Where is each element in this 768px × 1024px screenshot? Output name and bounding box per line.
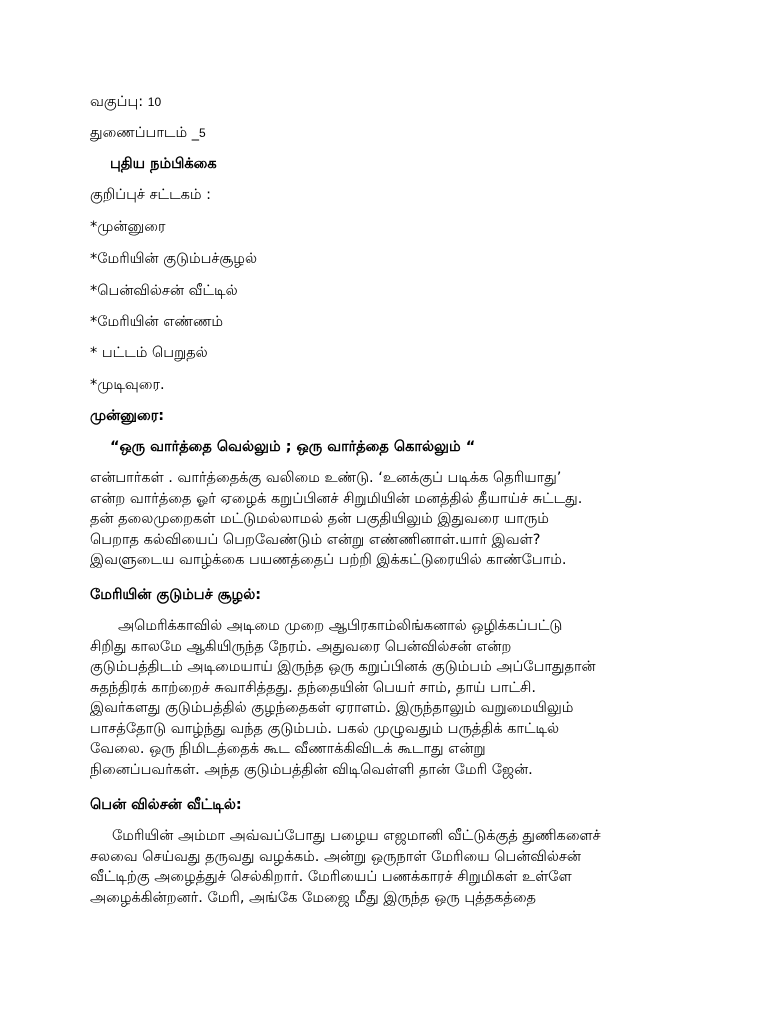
outline-item: *முன்னுரை — [90, 219, 166, 235]
paragraph-line: சுதந்திரக் காற்றைச் சுவாசித்தது. தந்தையின் பெயர் சாம், தாய் பாட்சி. — [90, 679, 536, 696]
paragraph-line: பாசத்தோடு வாழ்ந்து வந்த குடும்பம். பகல் முழுவதும் பருத்திக் காட்டில் — [90, 720, 560, 737]
benwilson-paragraph — [90, 826, 680, 908]
family-heading: மேரியின் குடும்பச் சூழல்: — [90, 587, 262, 603]
paragraph-line: குடும்பத்திடம் அடிமையாய் இருந்த ஒரு கறுப்பினக் குடும்பம் அப்போதுதான் — [90, 659, 596, 675]
outline-item: * பட்டம் பெறுதல் — [90, 345, 208, 361]
paragraph-line: அமெரிக்காவில் அடிமை முறை ஆபிரகாம்லிங்கனால் ஒழிக்கப்பட்டு — [118, 618, 563, 634]
grade-label: வகுப்பு: — [90, 94, 148, 110]
outline-item: *மேரியின் எண்ணம் — [90, 314, 224, 330]
grade-line — [90, 93, 161, 111]
paragraph-line: சலவை செய்வது தருவது வழக்கம். அன்று ஒருநாள் மேரியை பென்வில்சன் — [90, 848, 581, 865]
paragraph-line: நினைப்பவர்கள். அந்த குடும்பத்தின் விடிவெள்ளி தான் மேரி ஜேன். — [90, 761, 533, 778]
supplementary-value: 5 — [198, 126, 206, 140]
outline-item: *பென்வில்சன் வீட்டில் — [90, 283, 238, 299]
paragraph-line: தன் தலைமுறைகள் மட்டுமல்லாமல் தன் பகுதியிலும் இதுவரை யாரும் — [90, 511, 549, 527]
paragraph-line: என்ற வார்த்தை ஓர் ஏழைக் கறுப்பினச் சிறுமியின் மனத்தில் தீயாய்ச் சுட்டது. — [90, 490, 583, 507]
supplementary-lesson-line — [90, 124, 206, 142]
paragraph-line: பெறாத கல்வியைப் பெறவேண்டும் என்று எண்ணினாள்.யார் இவள்? — [90, 531, 541, 548]
intro-heading: முன்னுரை: — [90, 408, 164, 424]
benwilson-heading: பென் வில்சன் வீட்டில்: — [90, 797, 242, 813]
paragraph-line: இவளுடைய வாழ்க்கை பயணத்தைப் பற்றி இக்கட்டுரையில் காண்போம். — [90, 552, 567, 568]
outline-heading: குறிப்புச் சட்டகம் : — [90, 187, 212, 203]
paragraph-line: என்பார்கள் . வார்த்தைக்கு வலிமை உண்டு. ‘உனக்குப் படிக்க தெரியாது’ — [90, 470, 562, 486]
intro-paragraph — [90, 468, 680, 571]
lesson-title: புதிய நம்பிக்கை — [110, 156, 217, 172]
paragraph-line: சிறிது காலமே ஆகியிருந்த நேரம். அதுவரை பென்வில்சன் என்ற — [90, 638, 512, 655]
grade-value: 10 — [147, 95, 162, 109]
family-paragraph — [90, 616, 680, 780]
paragraph-line: வேலை. ஒரு நிமிடத்தைக் கூட வீணாக்கிவிடக் கூடாது என்று — [90, 741, 486, 757]
outline-item: *முடிவுரை. — [90, 377, 165, 393]
paragraph-line: இவர்களது குடும்பத்தில் குழந்தைகள் ஏராளம். இருந்தாலும் வறுமையிலும் — [90, 700, 574, 716]
outline-item: *மேரியின் குடும்பச்சூழல் — [90, 251, 258, 267]
paragraph-line: மேரியின் அம்மா அவ்வப்போது பழைய எஜமானி வீட்டுக்குத் துணிகளைச் — [112, 828, 601, 844]
paragraph-line: அழைக்கின்றனர். மேரி, அங்கே மேஜை மீது இருந்த ஒரு புத்தகத்தை — [90, 889, 536, 906]
supplementary-label: துணைப்பாடம் _ — [90, 125, 199, 141]
paragraph-line: வீட்டிற்கு அழைத்துச் செல்கிறார். மேரியைப் பணக்காரச் சிறுமிகள் உள்ளே — [90, 869, 572, 885]
intro-quote: “ஒரு வார்த்தை வெல்லும் ; ஒரு வார்த்தை கொல்லும் “ — [110, 439, 476, 455]
